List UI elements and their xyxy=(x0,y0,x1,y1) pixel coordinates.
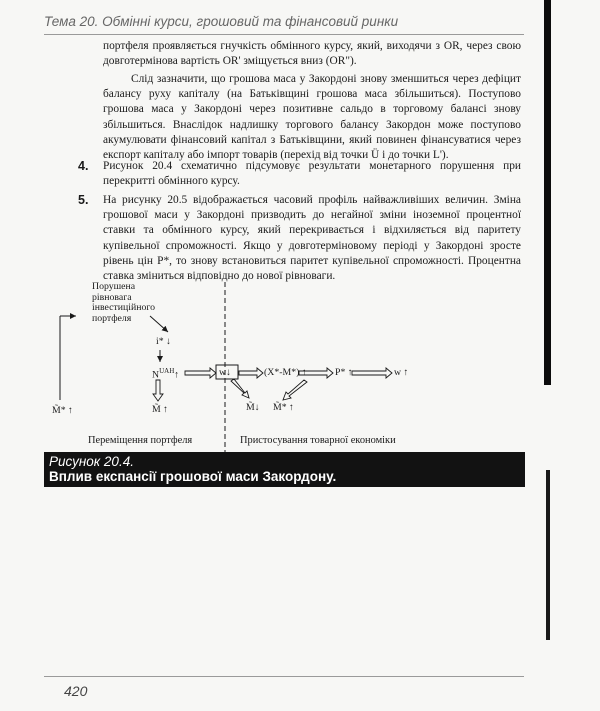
arrow-w-diag xyxy=(231,379,249,398)
arrow-xm-diag xyxy=(283,380,307,400)
node-price-level: P* ↑ xyxy=(335,367,353,378)
node-money-under-n: M̃ ↑ xyxy=(152,404,169,415)
arrow-p-to-w xyxy=(352,368,392,378)
figure-title: Вплив експансії грошової маси Закордону. xyxy=(49,469,337,484)
figure-diagram xyxy=(52,282,512,454)
binding-edge-lower xyxy=(546,470,550,640)
arrow-w-to-xm xyxy=(239,368,263,378)
label-disturbed-portfolio: Порушена рівновага інвестиційного портфеля xyxy=(92,281,156,324)
node-w-end: w ↑ xyxy=(394,367,409,378)
paragraph-2: Слід зазначити, що грошова маса у Закордоні знову зменшиться через дефіцит балансу руху капіталу (на Батьківщині грошова маса збільшиться). Поступово грошова маса у Закордоні через позитивне сальдо в торговому балансі знову збільшиться. Внаслідок надлишку торгового балансу Закордон може поступово акумулювати фінансовий капітал з Батьківщини, який повинен фінансуватися через експорт капіталу або імпорт товарів (перехід від точки Ü і до точки L'). xyxy=(103,73,521,162)
page-number: 420 xyxy=(64,683,88,699)
item-number: 4. xyxy=(78,159,89,173)
item-number: 5. xyxy=(78,193,89,207)
node-n: $N^{UAH}↑$ xyxy=(152,367,180,381)
footer-divider xyxy=(44,676,524,677)
caption-goods-economy: Пристосування товарної економіки xyxy=(240,435,396,446)
binding-edge xyxy=(544,0,551,385)
item-text: Рисунок 20.4 схематично підсумовує результати монетарного порушення при перекритті обмінного курсу. xyxy=(103,160,521,188)
running-header: Тема 20. Обмінні курси, грошовий та фінансовий ринки xyxy=(44,14,399,29)
figure-caption-bar xyxy=(44,452,525,487)
node-money-down: M̃↓ xyxy=(246,402,260,413)
arrow-n-to-w xyxy=(185,368,216,378)
figure-number: Рисунок 20.4. xyxy=(49,454,134,469)
node-foreign-money-left: M̃* ↑ xyxy=(52,405,73,416)
node-interest-rate: i* ↓ xyxy=(156,336,171,347)
item-text: На рисунку 20.5 відображається часовий профіль найважливіших величин. Зміна грошової маси у Закордоні призводить до негайної зміни іноземної процентної ставки та обмінного курсу, який перекривається і відхиляється від паритету купівельної спроможності. Якщо у довготерміновому періоді у Закордоні зросте рівень цін P*, то знову встановиться паритет купівельної спроможності. Процентна ставка зміниться відповідно до нової рівноваги. xyxy=(103,194,521,283)
node-foreign-money-down: M̃* ↑ xyxy=(273,402,294,413)
caption-portfolio: Переміщення портфеля xyxy=(88,435,193,446)
arrow-n-down xyxy=(153,380,163,401)
node-w-boxed: w↓ xyxy=(219,367,231,378)
paragraph-1: портфеля проявляється гнучкість обмінного курсу, який, виходячи з OR, через свою довготермінова вартість OR' зміщується вниз (OR"). xyxy=(103,40,521,68)
header-divider xyxy=(44,34,524,35)
node-trade-balance: (X*-M*) ↑ xyxy=(264,367,307,378)
